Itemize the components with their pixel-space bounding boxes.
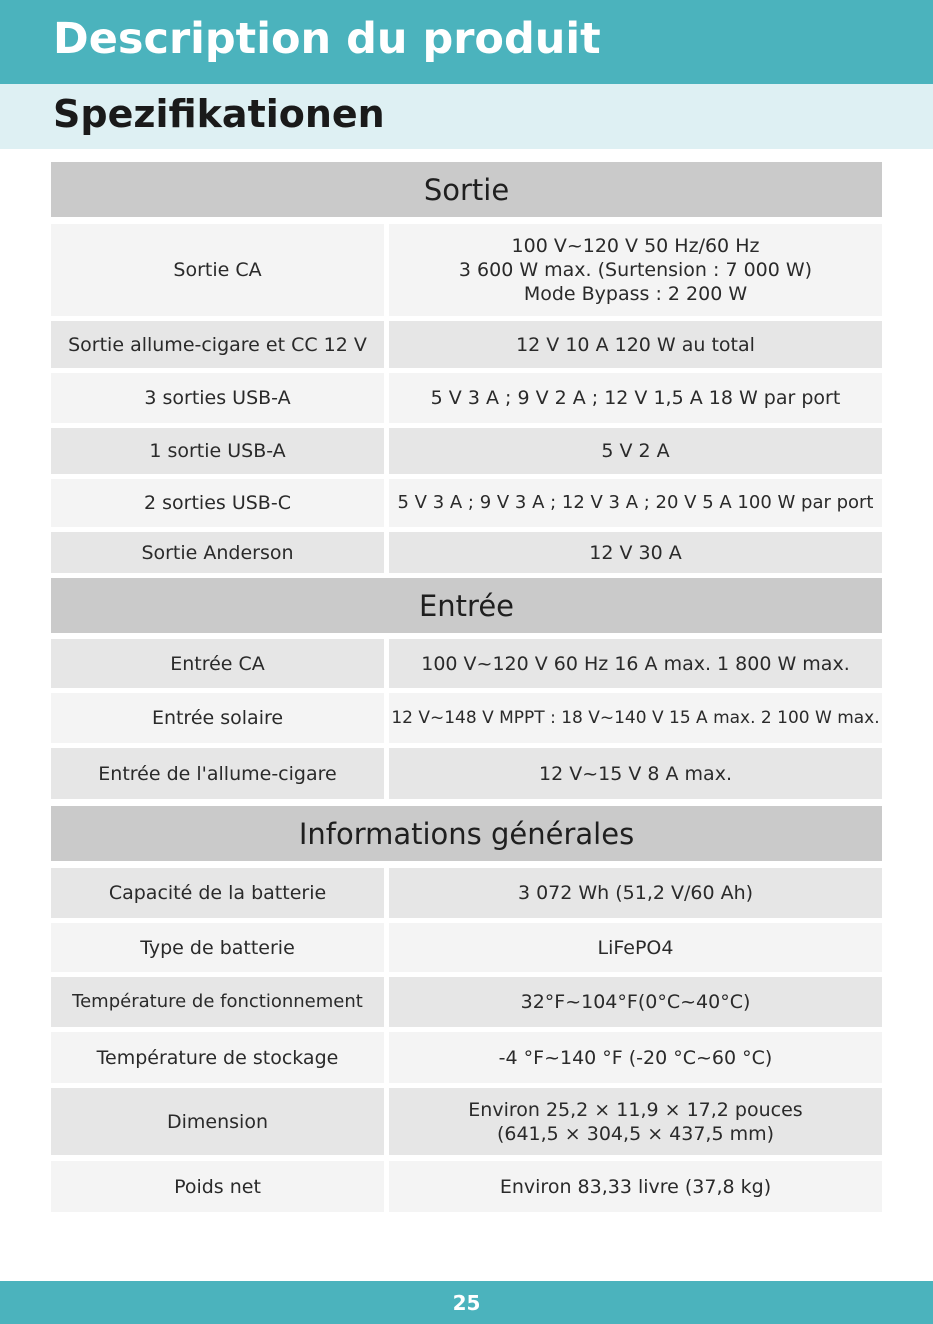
table-row <box>51 321 883 368</box>
spec-value: 3 072 Wh (51,2 V/60 Ah) <box>389 868 882 918</box>
spec-label: Dimension <box>51 1088 384 1155</box>
spec-value-line: (641,5 × 304,5 × 437,5 mm) <box>496 1122 775 1145</box>
table-row <box>51 748 883 799</box>
table-row <box>51 428 883 474</box>
spec-label: Entrée CA <box>51 639 384 688</box>
table-row <box>51 639 883 688</box>
spec-value-line: 3 600 W max. (Surtension : 7 000 W) <box>458 259 813 281</box>
spec-value-line: Mode Bypass : 2 200 W <box>523 283 748 305</box>
table-row <box>51 224 883 316</box>
table-row <box>51 977 883 1027</box>
section-heading-output: Sortie <box>51 162 882 217</box>
spec-table <box>51 0 883 1324</box>
page-number: 25 <box>452 1290 481 1315</box>
spec-label: Sortie CA <box>51 224 384 316</box>
table-row <box>51 532 883 573</box>
table-row <box>51 1161 883 1212</box>
spec-label: Sortie allume-cigare et CC 12 V <box>51 321 384 368</box>
spec-label: Sortie Anderson <box>51 532 384 573</box>
spec-label: 3 sorties USB-A <box>51 373 384 423</box>
section-heading-general: Informations générales <box>51 806 882 861</box>
spec-value: 12 V~148 V MPPT : 18 V~140 V 15 A max. 2 100 W max. <box>389 693 882 743</box>
spec-label: Capacité de la batterie <box>51 868 384 918</box>
table-row <box>51 479 883 527</box>
spec-label: Poids net <box>51 1161 384 1212</box>
spec-value: 12 V 10 A 120 W au total <box>389 321 882 368</box>
table-row <box>51 868 883 918</box>
spec-label: Type de batterie <box>51 923 384 972</box>
spec-value-line: 100 V~120 V 50 Hz/60 Hz <box>511 235 760 257</box>
spec-value: -4 °F~140 °F (-20 °C~60 °C) <box>389 1032 882 1083</box>
spec-value: 5 V 3 A ; 9 V 3 A ; 12 V 3 A ; 20 V 5 A 100 W par port <box>389 479 882 527</box>
spec-label: 1 sortie USB-A <box>51 428 384 474</box>
section-heading-input: Entrée <box>51 578 882 633</box>
spec-value: 5 V 3 A ; 9 V 2 A ; 12 V 1,5 A 18 W par port <box>389 373 882 423</box>
footer-banner <box>0 1281 933 1324</box>
spec-value-line: Environ 25,2 × 11,9 × 17,2 pouces <box>468 1098 803 1121</box>
spec-value: 100 V~120 V 60 Hz 16 A max. 1 800 W max. <box>389 639 882 688</box>
table-row <box>51 1032 883 1083</box>
page-subtitle: Spezifikationen <box>53 92 385 136</box>
spec-label: Température de stockage <box>51 1032 384 1083</box>
spec-value <box>389 1088 882 1155</box>
table-row <box>51 923 883 972</box>
spec-label: Température de fonctionnement <box>51 977 384 1027</box>
spec-value: LiFePO4 <box>389 923 882 972</box>
spec-label: Entrée de l'allume-cigare <box>51 748 384 799</box>
table-row <box>51 693 883 743</box>
spec-value: Environ 83,33 livre (37,8 kg) <box>389 1161 882 1212</box>
spec-value: 12 V 30 A <box>389 532 882 573</box>
spec-label: Entrée solaire <box>51 693 384 743</box>
spec-value: 32°F~104°F(0°C~40°C) <box>389 977 882 1027</box>
spec-value <box>389 224 882 316</box>
spec-value: 5 V 2 A <box>389 428 882 474</box>
page-title: Description du produit <box>53 14 601 64</box>
spec-value: 12 V~15 V 8 A max. <box>389 748 882 799</box>
table-row <box>51 1088 883 1155</box>
spec-label: 2 sorties USB-C <box>51 479 384 527</box>
table-row <box>51 373 883 423</box>
